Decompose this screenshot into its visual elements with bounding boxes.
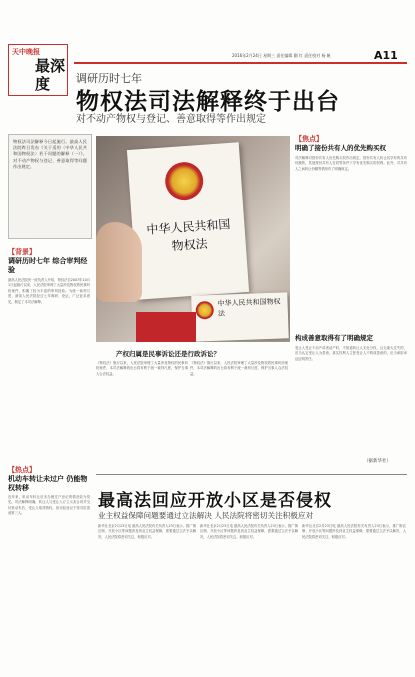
right-column2-title: 构成善意取得有了明确规定 <box>295 334 373 342</box>
sidebar-body: 最高人民法院民一庭负责人介绍，物权法自2007年10月1日起施行以来，人民法院审理了大量涉及物权的民事纠纷案件，积累了较为丰富的审判经验。为统一裁判尺度，最高人民法院经过七年调研、论证，广泛征求意见，制定了本司法解释。 <box>8 278 90 304</box>
article1-photo <box>96 136 290 342</box>
article1-body-col2: 《物权法》施行以来，人民法院审理了大量涉及物权的民事纠纷案件，本司法解释的出台将有利于统一裁判尺度，保护当事人合法权益。 <box>190 361 288 376</box>
lead-text: 物权法司法解释今日起施行。最高人民法院昨日发布《关于适用〈中华人民共和国物权法〉若干问题的解释（一）》，对不动产物权与登记、善意取得等问题作出规定。 <box>13 139 87 169</box>
second-book <box>191 292 289 341</box>
hand-image <box>96 222 142 302</box>
section-name: 最深度 <box>35 57 66 93</box>
sidebar-title: 调研历时七年 综合审判经验 <box>8 257 88 274</box>
right-column-title: 明确了接份共有人的优先购买权 <box>295 144 386 152</box>
right-column2-body: 受让人受让不动产或者动产时，不知道转让人无处分权，且无重大过失的，应当认定受让人为善意。真实权利人主张受让人不构成善意的，应当承担举证证明责任。 <box>295 346 407 361</box>
article1-headline: 物权法司法解释终于出台 <box>76 88 340 115</box>
article2-divider <box>96 474 407 475</box>
sidebar2-body: 近年来，机动车转让后未办理过户登记的情况较为常见。司法解释明确，转让人与受让人订立买卖合同并交付机动车后，受让人取得物权，但未经登记不得对抗善意第三人。 <box>8 495 90 516</box>
right-kicker: 【焦点】 <box>295 135 323 143</box>
small-emblem-icon <box>195 301 214 320</box>
right-column-body: 司法解释对按份共有人优先购买权作出规定，按份共有人转让其享有的共有份额的，其他按份共有人在同等条件下享有优先购买的权利。此外，对共有人之间转让份额等情形作了明确规定。 <box>295 156 407 171</box>
article1-subheadline: 对不动产物权与登记、善意取得等作出规定 <box>76 114 266 125</box>
sidebar2-title: 机动车转让未过户 仍能物权转移 <box>8 475 88 492</box>
book-title: 中华人民共和国物权法 <box>146 217 231 254</box>
article1-body-col1: 《物权法》施行以来，人民法院审理了大量涉及物权的民事纠纷案件，本司法解释的出台将有利于统一裁判尺度，保护当事人合法权益。 <box>96 361 188 376</box>
header-rule <box>74 62 407 64</box>
section-logo <box>8 44 68 96</box>
sidebar-kicker: 【背景】 <box>8 248 36 256</box>
article2-body-col1: 新华社北京2月23日电 最高人民法院有关负责人23日表示，推广街区制、开放小区等问题涉及到业主权益保障，需要通过立法予以解决，人民法院将密切关注、积极应对。 <box>98 524 196 539</box>
national-emblem-icon <box>164 161 205 202</box>
article2-subheadline: 业主权益保障问题要通过立法解决 人民法院将密切关注积极应对 <box>98 511 314 520</box>
article2-headline: 最高法回应开放小区是否侵权 <box>98 491 332 511</box>
article2-body-col2: 新华社北京2月23日电 最高人民法院有关负责人23日表示，推广街区制、开放小区等问题涉及到业主权益保障，需要通过立法予以解决，人民法院将密切关注、积极应对。 <box>200 524 298 539</box>
newspaper-logo: 天中晚报 <box>12 47 40 56</box>
photo-caption: 产权归属是民事诉讼还是行政诉讼？ <box>116 350 220 358</box>
byline: （据新华社） <box>364 459 391 464</box>
lead-box <box>8 134 92 239</box>
page-number: A11 <box>374 49 398 62</box>
article2-body-col3: 新华社北京2月23日电 最高人民法院有关负责人23日表示，推广街区制、开放小区等问题涉及到业主权益保障，需要通过立法予以解决，人民法院将密切关注、积极应对。 <box>302 524 406 539</box>
sidebar2-kicker: 【热点】 <box>8 466 36 474</box>
second-book-title: 中华人民共和国物权法 <box>217 297 281 318</box>
red-book <box>136 312 196 342</box>
article1-kicker: 调研历时七年 <box>76 72 142 85</box>
date-line: 2016年2月24日 星期三 责任编辑 蒯 红 责任校对 杨 帆 <box>232 53 331 58</box>
book-cover <box>127 142 249 299</box>
